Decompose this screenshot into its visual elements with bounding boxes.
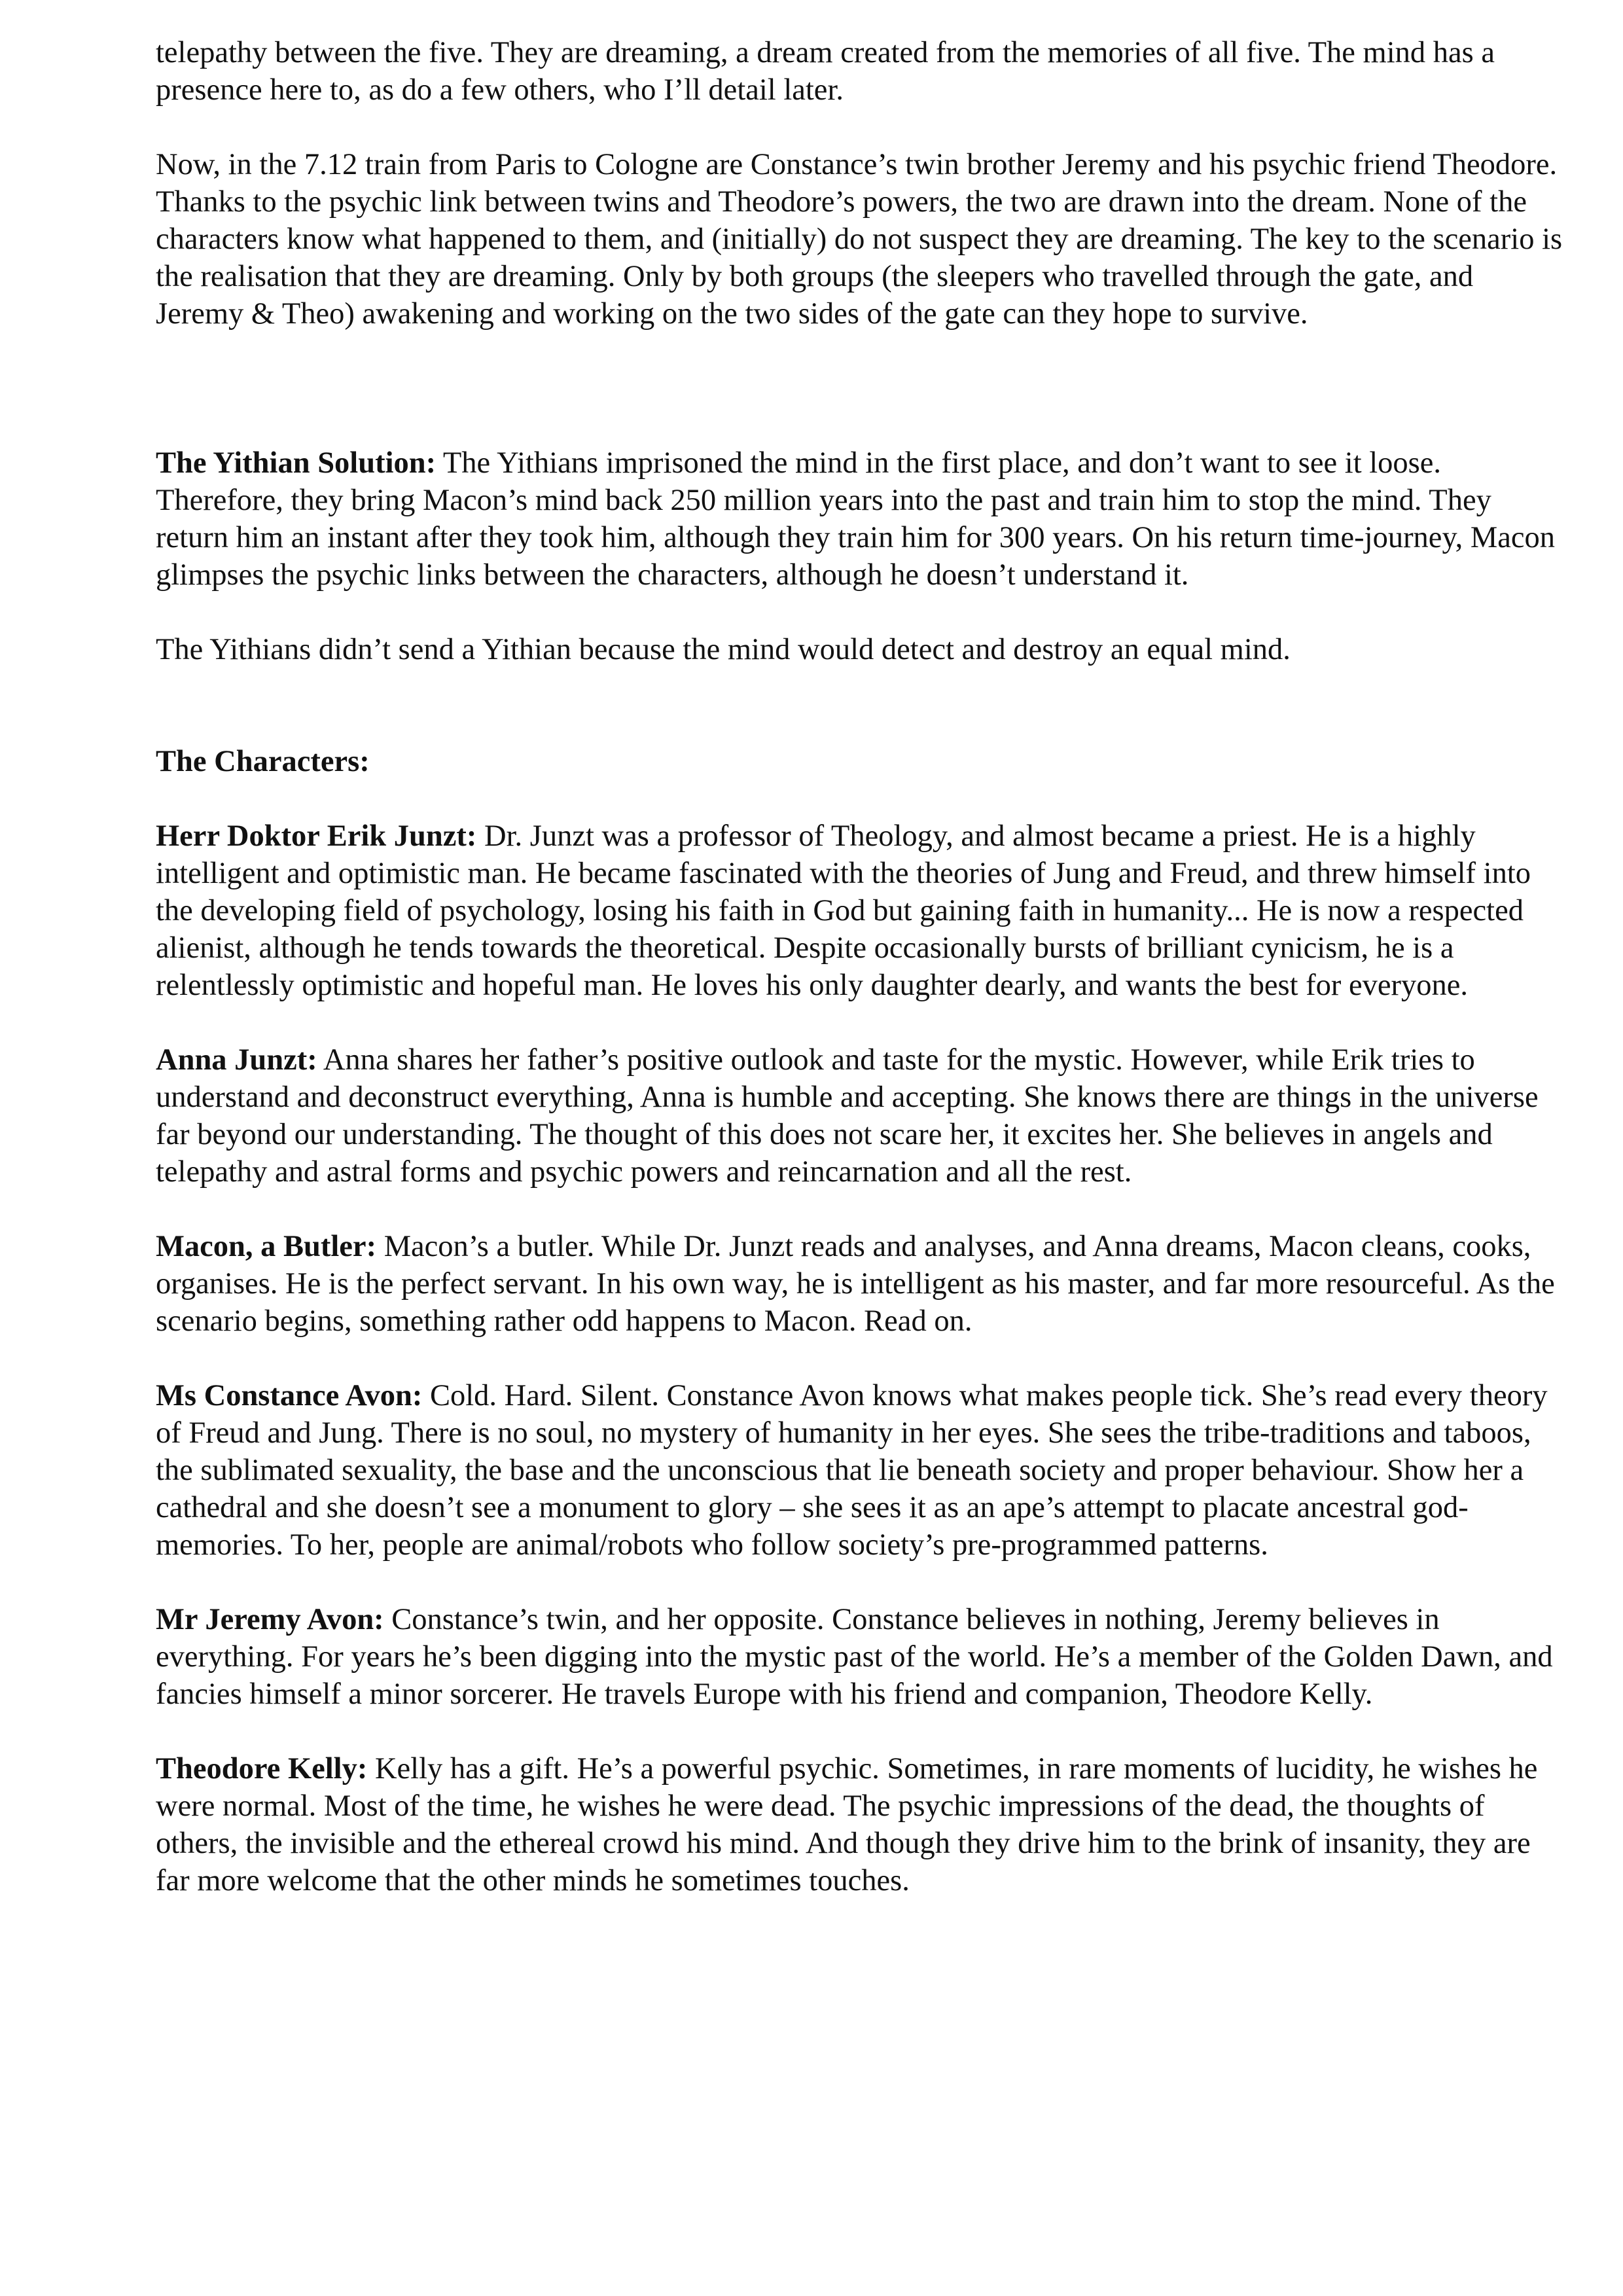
character-description: Kelly has a gift. He’s a powerful psychic. Sometimes, in rare moments of lucidity, he wishes he were normal. Most of the time, he wishes he were dead. The psychic impressions of the dead, the thoughts of others, the invisible and the ethereal crowd his mind. And though they drive him to the brink of insanity, they are far more welcome that the other minds he sometimes touches. [156, 1752, 1538, 1897]
yithian-note-paragraph: The Yithians didn’t send a Yithian because the mind would detect and destroy an equal mind. [156, 633, 1291, 666]
intro-paragraph-1: telepathy between the five. They are dreaming, a dream created from the memories of all five. The mind has a presence here to, as do a few others, who I’ll detail later. [156, 36, 1495, 107]
character-constance-avon [156, 1377, 1563, 1564]
character-name: Theodore Kelly: [156, 1752, 368, 1785]
character-description: Cold. Hard. Silent. Constance Avon knows what makes people tick. She’s read every theory of Freud and Jung. There is no soul, no mystery of humanity in her eyes. She sees the tribe-traditions and taboos, the sublimated sexuality, the base and the unconscious that lie beneath society and proper behaviour. Show her a cathedral and she doesn’t see a monument to glory – she sees it as an ape’s attempt to placate ancestral god-memories. To her, people are animal/robots who follow society’s pre-programmed patterns. [156, 1379, 1548, 1562]
characters-heading: The Characters: [156, 745, 370, 778]
yithian-solution-heading: The Yithian Solution: [156, 446, 437, 480]
characters-heading-paragraph [156, 743, 1563, 780]
document-page [156, 34, 1563, 1937]
character-anna-junzt [156, 1041, 1563, 1191]
character-description: Dr. Junzt was a professor of Theology, and almost became a priest. He is a highly intelligent and optimistic man. He became fascinated with the theories of Jung and Freud, and threw himself into the developing field of psychology, losing his faith in God but gaining faith in humanity... He is now a respected alienist, although he tends towards the theoretical. Despite occasionally bursts of brilliant cynicism, he is a relentlessly optimistic and hopeful man. He loves his only daughter dearly, and wants the best for everyone. [156, 819, 1531, 1002]
character-theodore-kelly [156, 1750, 1563, 1899]
character-description: Constance’s twin, and her opposite. Constance believes in nothing, Jeremy believes in everything. For years he’s been digging into the mystic past of the world. He’s a member of the Golden Dawn, and fancies himself a minor sorcerer. He travels Europe with his friend and companion, Theodore Kelly. [156, 1603, 1553, 1711]
character-macon [156, 1228, 1563, 1340]
character-description: Anna shares her father’s positive outlook and taste for the mystic. However, while Erik tries to understand and deconstruct everything, Anna is humble and accepting. She knows there are things in the universe far beyond our understanding. The thought of this does not scare her, it excites her. She believes in angels and telepathy and astral forms and psychic powers and reincarnation and all the rest. [156, 1043, 1539, 1189]
character-name: Ms Constance Avon: [156, 1379, 423, 1412]
character-description: Macon’s a butler. While Dr. Junzt reads and analyses, and Anna dreams, Macon cleans, cooks, organises. He is the perfect servant. In his own way, he is intelligent as his master, and far more resourceful. As the scenario begins, something rather odd happens to Macon. Read on. [156, 1230, 1555, 1338]
character-jeremy-avon [156, 1601, 1563, 1713]
yithian-solution-paragraph [156, 444, 1563, 594]
yithian-solution-body: The Yithians imprisoned the mind in the first place, and don’t want to see it loose. Therefore, they bring Macon’s mind back 250 million years into the past and train him to stop the mind. They return him an instant after they took him, although they train him for 300 years. On his return time-journey, Macon glimpses the psychic links between the characters, although he doesn’t understand it. [156, 446, 1556, 592]
character-name: Macon, a Butler: [156, 1230, 377, 1263]
character-name: Anna Junzt: [156, 1043, 317, 1077]
character-erik-junzt [156, 817, 1563, 1004]
intro-paragraph-2: Now, in the 7.12 train from Paris to Cologne are Constance’s twin brother Jeremy and his psychic friend Theodore. Thanks to the psychic link between twins and Theodore’s powers, the two are drawn into the dream. None of the characters know what happened to them, and (initially) do not suspect they are dreaming. The key to the scenario is the realisation that they are dreaming. Only by both groups (the sleepers who travelled through the gate, and Jeremy & Theo) awakening and working on the two sides of the gate can they hope to survive. [156, 148, 1563, 331]
character-name: Herr Doktor Erik Junzt: [156, 819, 477, 853]
character-name: Mr Jeremy Avon: [156, 1603, 384, 1636]
